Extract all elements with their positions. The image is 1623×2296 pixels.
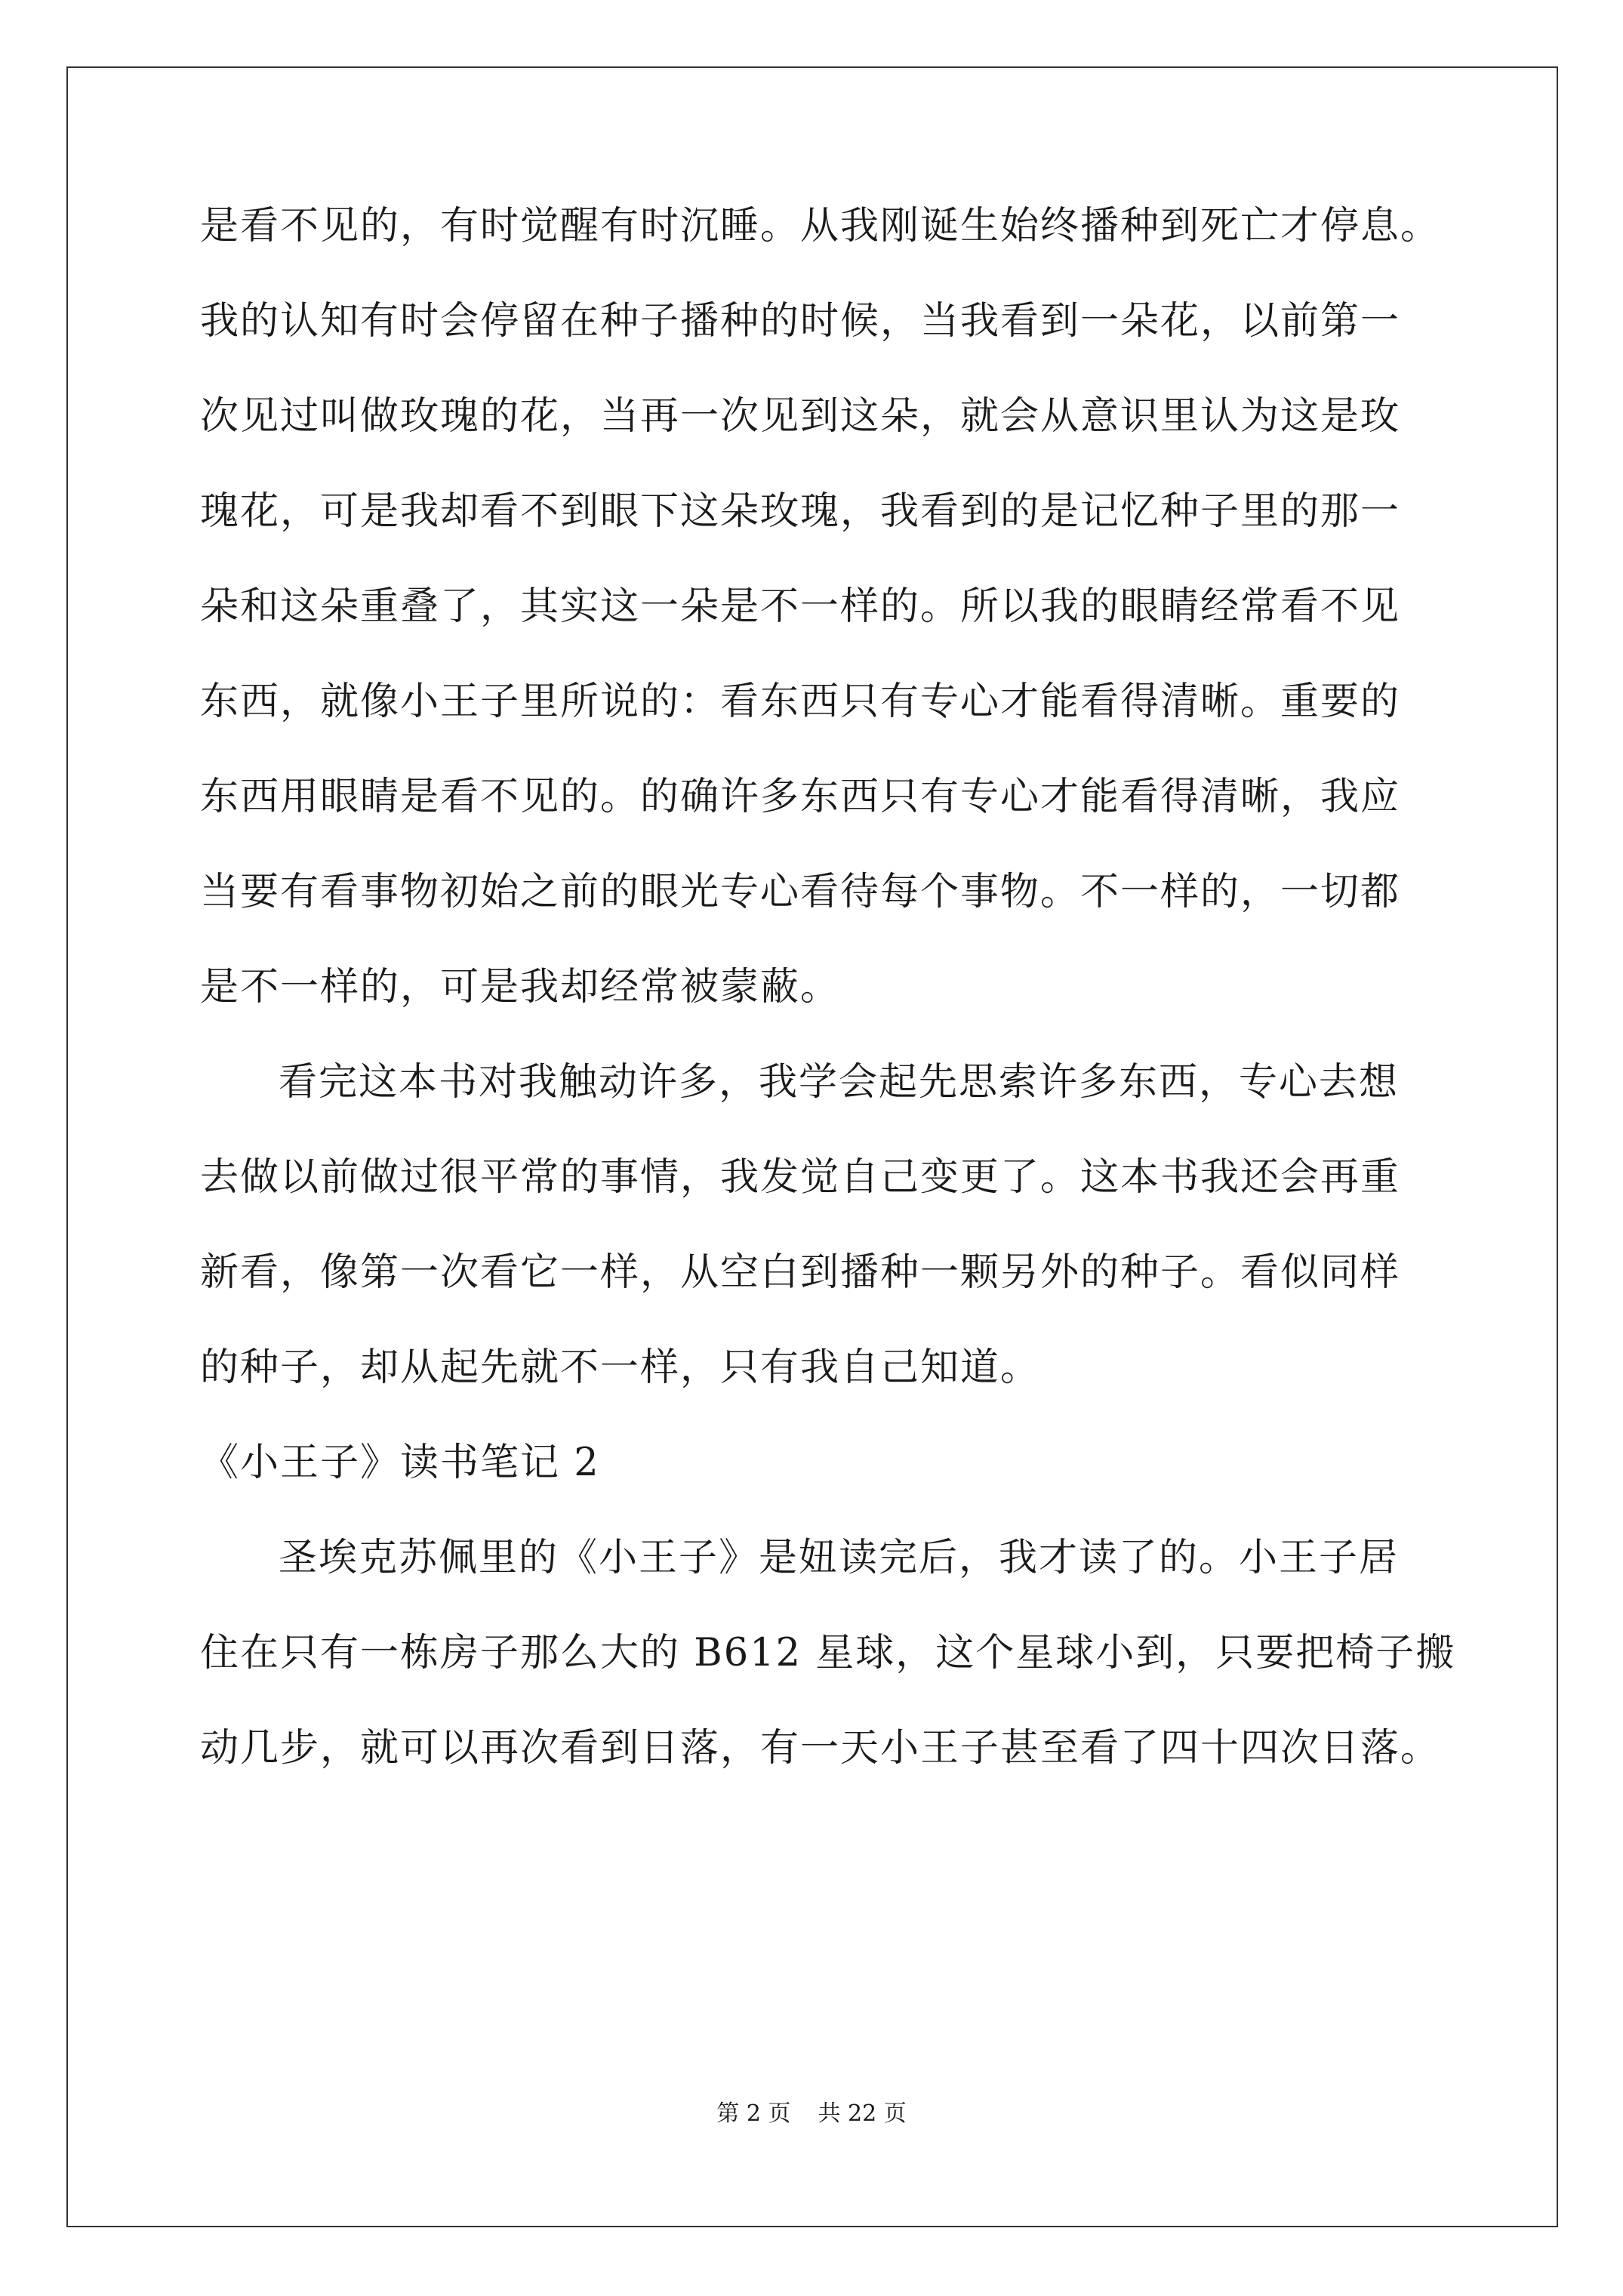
text-line: 东西用眼睛是看不见的。的确许多东西只有专心才能看得清晰，我应	[200, 775, 1401, 819]
text-line: 住在只有一栋房子那么大的 B612 星球，这个星球小到，只要把椅子搬	[200, 1631, 1456, 1675]
page-number: 第 2 页	[716, 2100, 791, 2127]
section-heading: 《小王子》读书笔记 2	[200, 1441, 600, 1485]
text-line: 去做以前做过很平常的事情，我发觉自己变更了。这本书我还会再重	[200, 1155, 1401, 1200]
paragraph-first-line: 看完这本书对我触动许多，我学会起先思索许多东西，专心去想	[279, 1060, 1400, 1105]
text-line: 动几步，就可以再次看到日落，有一天小王子甚至看了四十四次日落。	[200, 1726, 1441, 1771]
paragraph-first-line: 圣埃克苏佩里的《小王子》是妞读完后，我才读了的。小王子居	[279, 1536, 1400, 1580]
text-line: 我的认知有时会停留在种子播种的时候，当我看到一朵花，以前第一	[200, 299, 1401, 344]
text-line: 是不一样的，可是我却经常被蒙蔽。	[200, 965, 841, 1009]
text-line: 朵和这朵重叠了，其实这一朵是不一样的。所以我的眼睛经常看不见	[200, 584, 1401, 629]
text-line: 东西，就像小王子里所说的：看东西只有专心才能看得清晰。重要的	[200, 680, 1401, 724]
text-line: 的种子，却从起先就不一样，只有我自己知道。	[200, 1345, 1041, 1390]
page-footer	[0, 2100, 1623, 2128]
text-line: 是看不见的，有时觉醒有时沉睡。从我刚诞生始终播种到死亡才停息。	[200, 204, 1441, 248]
text-line: 新看，像第一次看它一样，从空白到播种一颗另外的种子。看似同样	[200, 1250, 1401, 1295]
page-border	[66, 66, 1558, 2227]
text-line: 次见过叫做玫瑰的花，当再一次见到这朵，就会从意识里认为这是玫	[200, 394, 1401, 439]
page-total: 共 22 页	[818, 2100, 907, 2127]
text-line: 当要有看事物初始之前的眼光专心看待每个事物。不一样的，一切都	[200, 870, 1401, 914]
text-line: 瑰花，可是我却看不到眼下这朵玫瑰，我看到的是记忆种子里的那一	[200, 489, 1401, 534]
